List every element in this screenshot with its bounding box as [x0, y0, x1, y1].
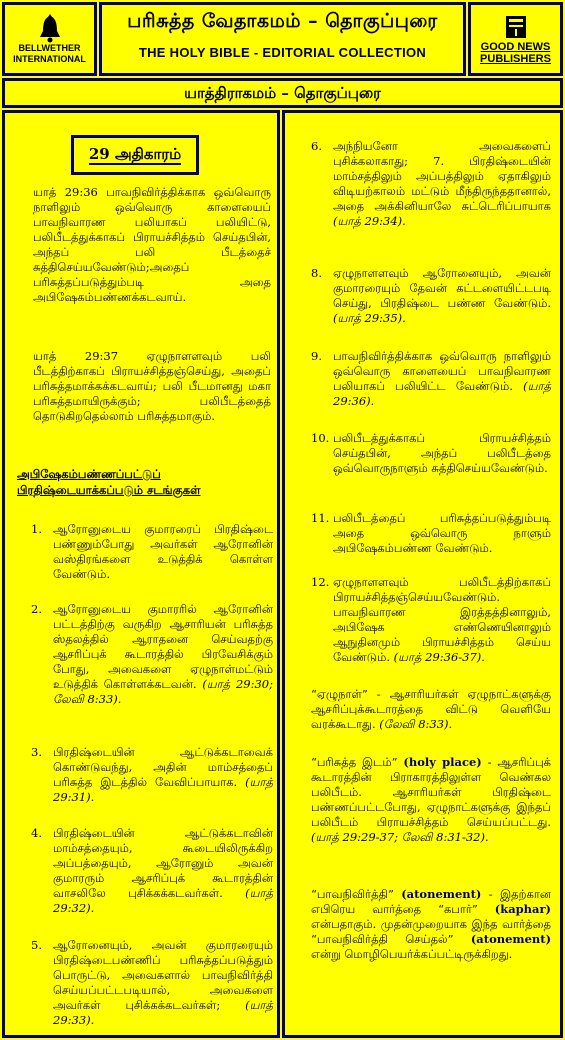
bellwether-logo — [2, 2, 97, 76]
note-seven-days — [311, 687, 551, 732]
list-item-number: 9. — [311, 349, 322, 363]
note-atonement-english-2: (atonement) — [470, 932, 552, 946]
list-item-number: 2. — [31, 602, 42, 616]
list-item — [333, 349, 551, 409]
section-heading-line2: பிரதிஷ்டையாக்கப்படும் சடங்குகள் — [17, 483, 201, 497]
section-subtitle — [2, 78, 563, 108]
list-item-text: ஆரோனுடைய குமாரரைப் பிரதிஷ்டை பண்ணும்போது அவர்கள் ஆரோனின் வஸ்திரங்களை உடுத்திக் கொள்ள வேண்டும். — [53, 522, 273, 581]
list-item-number: 6. — [311, 139, 322, 153]
list-item — [53, 522, 273, 582]
verse-paragraph-2: யாத் 29:37 ஏழுநாளளவும் பலி பீடத்திற்காகப் பிராயச்சித்தஞ்செய்து, அதைப் பரிசுத்தமாக்கக்கடவாய்; பலி பீடமானது மகா பரிசுத்தமாயிருக்கும்; பலிபீடத்தைத் தொடுகிறதெல்லாம் பரிசுத்தமாகும். — [33, 349, 271, 423]
note-holy-place-ref: (யாத் 29:29-37; லேவி 8:31-32). — [311, 830, 489, 844]
list-item — [333, 431, 551, 476]
list-item-ref: (யாத் 29:34). — [333, 214, 406, 228]
list-item-ref: (யாத் 29:32). — [53, 886, 273, 915]
list-item-number: 5. — [31, 938, 42, 952]
list-item-text: பிரதிஷ்டையின் ஆட்டுக்கடாவைக் கொண்டுவந்து, அதின் மாம்சத்தைப் பரிசுத்த இடத்தில் வேவிப்பாயாக. — [53, 745, 273, 789]
note-holy-place — [311, 755, 551, 845]
list-item-number: 3. — [31, 745, 42, 759]
list-item-text: பலிபீடத்துக்காகப் பிராயச்சித்தம் செய்தபின், அந்தப் பலிபீடத்தை ஒவ்வொருநாளும் சுத்திசெய்யவேண்டும். — [333, 431, 551, 475]
list-item-ref: (யாத் 29:30; லேவி 8:33). — [53, 677, 273, 706]
good-news-logo — [468, 2, 563, 76]
list-item — [333, 511, 551, 556]
list-item-ref: (யாத் 29:33). — [53, 998, 273, 1027]
list-item-ref: (யாத் 29:35). — [333, 311, 406, 325]
left-column — [2, 110, 280, 1038]
note-atonement-text-a: - இதற்கான எபிரெய வார்த்தை “கபார்” — [311, 887, 551, 916]
note-atonement — [311, 887, 551, 962]
title-english: THE HOLY BIBLE - EDITORIAL COLLECTION — [138, 45, 427, 60]
subtitle-text: யாத்திராகமம் – தொகுப்புரை — [184, 84, 381, 102]
list-item-text: பலிபீடத்தைப் பரிசுத்தப்படுத்தும்படி அதை ஒவ்வொரு நாளும் அபிஷேகம்பண்ண வேண்டும். — [333, 511, 551, 555]
book-icon — [502, 13, 530, 41]
section-heading-line1: அபிஷேகம்பண்ணப்பட்டுப் — [17, 467, 161, 481]
list-item-text: அந்நியனோ அவைகளைப் புசிக்கலாகாது; 7. பிரதிஷ்டையின் மாம்சத்திலும் அப்பத்திலும் ஏதாகிலும் விடியற்காலம் மட்டும் மீந்திருந்ததானால், அதை அக்கினியாலே சுட்டெரிப்பாயாக — [333, 139, 551, 213]
list-item-number: 4. — [31, 826, 42, 840]
chapter-label — [71, 135, 199, 175]
list-item-number: 12. — [311, 575, 330, 589]
list-item-text: ஆரோனுடைய குமாரரில் ஆரோனின் பட்டத்திற்கு வருகிற ஆசாரியன் பரிசுத்த ஸ்தலத்தில் ஆராதனை செய்வதற்கு ஆசரிப்புக் கூடாரத்தில் பிரவேசிக்கும் போது, அவைகளை ஏழுநாள்மட்டும் உடுத்திக் கொள்ளக்கடவன். — [53, 602, 273, 691]
note-atonement-text-c: என்று மொழிபெயர்க்கப்பட்டிருக்கிறது. — [311, 947, 513, 961]
list-item — [53, 826, 273, 916]
note-seven-days-text: “ஏழுநாள்” - ஆசாரியர்கள் ஏழுநாட்களுக்கு ஆசரிப்புக்கூடாரத்தை விட்டு வெளியே வரக்கூடாது. — [311, 687, 551, 731]
title-banner — [99, 2, 466, 76]
good-news-line2: PUBLISHERS — [480, 53, 551, 65]
bellwether-line2: INTERNATIONAL — [13, 54, 86, 64]
list-item — [333, 575, 551, 665]
bellwether-line1: BELLWETHER — [18, 43, 81, 53]
note-holy-place-text: - ஆசரிப்புக் கூடாரத்தின் பிராகாரத்திலுள்ள வெண்கல பலிபீடம். ஆசாரியர்கள் பிரதிஷ்டை பண்ணப்பட்டபோது, ஏழுநாட்களுக்கு இந்தப் பலிபீடம் பிராயச்சித்தம் செய்யப்பட்டது. — [311, 755, 552, 829]
good-news-line1: GOOD NEWS — [480, 41, 551, 53]
list-item-text: ஏழுநாளளவும் ஆரோனையும், அவன் குமாரரையும் தேவன் கட்டளையிட்டபடி செய்து, பிரதிஷ்டை பண்ண வேண்டும். — [333, 266, 551, 310]
note-holy-place-term: “பரிசுத்த இடம்” — [311, 755, 398, 769]
list-item-ref: (யாத் 29:31). — [53, 775, 273, 804]
note-atonement-english: (atonement) — [401, 887, 482, 901]
list-item — [333, 266, 551, 326]
note-atonement-text-b: என்பதாகும். முதன்முறையாக இந்த வார்த்தை “பாவநிவிர்த்தி செய்தல்” — [311, 917, 551, 946]
verse-paragraph-1: யாத் 29:36 பாவநிவிர்த்திக்காக ஒவ்வொரு நாளிலும் ஒவ்வொரு காளையைப் பாவநிவாரண பலியாகப் பலியிட்டு, பலிபீடத்துக்காகப் பிராயச்சித்தம் செய்தபின், அந்தப் பலி பீடத்தைச் சுத்திசெய்யவேண்டும்;அதைப் பரிசுத்தப்படுத்தும்படி அதை அபிஷேகம்பண்ணக்கடவாய். — [33, 185, 271, 304]
list-item-number: 10. — [311, 431, 330, 445]
list-item-ref: (யாத் 29:36-37). — [393, 650, 485, 664]
title-tamil: பரிசுத்த வேதாகமம் – தொகுப்புரை — [127, 10, 438, 32]
list-item-text: ஏழுநாளளவும் பலிபீடத்திற்காகப் பிராயச்சித்தஞ்செய்யவேண்டும். பாவநிவாரண இரத்தத்தினாலும், அபிஷேக எண்ணெயினாலும் ஆநுதினமும் பிராயச்சித்தம் செய்ய வேண்டும். — [333, 575, 551, 664]
note-seven-days-ref: (லேவி 8:33). — [379, 717, 453, 731]
bell-icon — [38, 13, 62, 43]
list-item-ref: (யாத் 29:36). — [333, 379, 551, 408]
list-item — [333, 139, 551, 229]
list-item-text: பாவநிவிர்த்திக்காக ஒவ்வொரு நாளிலும் ஒவ்வொரு காளையைப் பாவநிவாரண பலியாகப் பலியிட்ட வேண்டும். — [333, 349, 551, 393]
note-kaphar-english: (kaphar) — [494, 902, 551, 916]
chapter-text: 29 அதிகாரம் — [88, 145, 182, 163]
list-item-number: 11. — [311, 511, 330, 525]
list-item — [53, 938, 273, 1028]
list-item-text: ஆரோனையும், அவன் குமாரரையும் பிரதிஷ்டைபண்ணிப் பரிசுத்தப்படுத்தும் பொருட்டு, அவைகளால் பாவநிவிர்த்தி செய்யப்பட்டபடியால், அவைகளை அவர்கள் புசிக்கக்கடவர்கள்; — [53, 938, 273, 1012]
right-column — [282, 110, 563, 1038]
note-atonement-term: “பாவநிவிர்த்தி” — [311, 887, 394, 901]
note-holy-place-english: (holy place) — [403, 755, 482, 769]
list-item — [53, 602, 273, 707]
list-item-number: 8. — [311, 266, 322, 280]
list-item-text: பிரதிஷ்டையின் ஆட்டுக்கடாவின் மாம்சத்தையும், கூடையிலிருக்கிற அப்பத்தையும், ஆரோனும் அவன் குமாரரும் ஆசரிப்புக் கூடாரத்தின் வாசலிலே புசிக்கக்கடவர்கள். — [53, 826, 273, 900]
list-item-number: 1. — [31, 522, 42, 536]
list-item — [53, 745, 273, 805]
